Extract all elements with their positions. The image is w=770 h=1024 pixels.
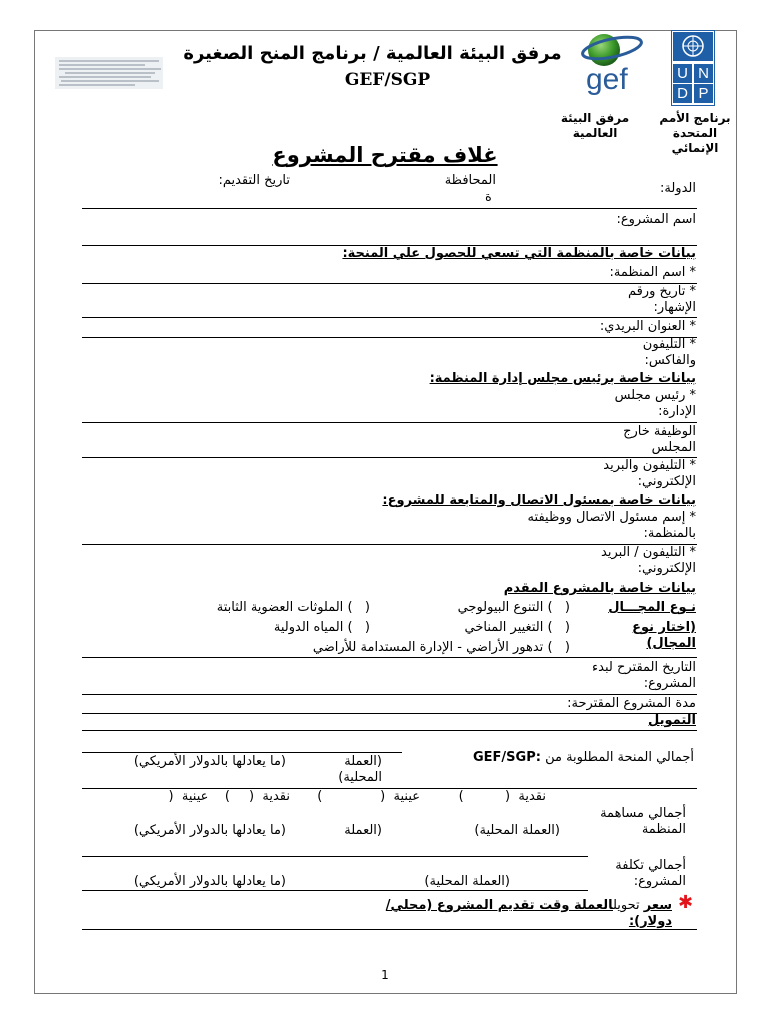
- option-pops-label: الملوثات العضوية الثابتة: [216, 600, 344, 615]
- cash-field[interactable]: ( ): [458, 789, 515, 804]
- row-line: [82, 856, 588, 857]
- section-contact: بيانات خاصة بمسئول الاتصال والمتابعة للمشروع:: [382, 493, 696, 508]
- org-phone-label: * التليفون والفاكس:: [642, 337, 696, 368]
- project-total-label: أجمالي تكلفة المشروع:: [615, 858, 686, 889]
- undp-logo: [671, 30, 715, 106]
- total-local: (العملة المحلية): [424, 874, 510, 889]
- exchange-rate-row: [360, 898, 672, 930]
- grant-total-row: [406, 750, 694, 766]
- undp-letter-p: P: [694, 84, 713, 103]
- chair-phone-label: * التليفون والبريد الإلكتروني:: [603, 458, 696, 489]
- contribution-local-1: (العملة: [344, 823, 382, 838]
- row-line: [82, 657, 697, 658]
- checkbox-waters[interactable]: ( ): [347, 620, 370, 635]
- checkbox-climate[interactable]: ( ): [547, 620, 570, 635]
- cash-field[interactable]: (: [236, 789, 259, 804]
- project-name-label: اسم المشروع:: [616, 212, 696, 227]
- row-line: [82, 337, 697, 338]
- exchange-rest: العملة وقت تقديم المشروع (محلي/دولار):: [385, 898, 672, 929]
- option-biodiversity: [370, 600, 570, 616]
- asterisk-icon: ✱: [678, 892, 694, 913]
- gef-logo: [582, 28, 646, 106]
- org-contribution-label: أجمالي مساهمة المنظمة: [600, 806, 686, 837]
- country-label: الدولة:: [660, 181, 696, 196]
- contribution-local-2: (العملة المحلية): [474, 823, 560, 838]
- form-heading: غلاف مقترح المشروع: [272, 143, 498, 167]
- option-waters: [240, 620, 370, 636]
- undp-letter-n: N: [694, 64, 713, 83]
- checkbox-biodiversity[interactable]: ( ): [547, 600, 570, 615]
- row-line: [82, 929, 697, 930]
- row-line: [82, 317, 697, 318]
- row-line: [82, 730, 697, 731]
- total-usd: (ما يعادلها بالدولار الأمريكي): [133, 874, 286, 889]
- header-title-en: GEF/SGP: [344, 70, 431, 90]
- option-climate: [370, 620, 570, 636]
- grant-total-label: أجمالي المنحة المطلوبة من: [545, 750, 694, 765]
- option-waters-label: المياه الدولية: [273, 620, 344, 635]
- choose-area-label: (اختار نوع المجال): [632, 620, 696, 651]
- option-climate-label: التغيير المناخي: [464, 620, 544, 635]
- row-line: [82, 208, 697, 209]
- row-line: [82, 422, 697, 423]
- grant-usd: (ما يعادلها بالدولار الأمريكي): [133, 754, 286, 769]
- org-reg-label: * تاريخ ورقم الإشهار:: [627, 284, 696, 315]
- contact-phone-label: * التليفون / البريد الإلكتروني:: [601, 545, 696, 576]
- option-biodiversity-label: التنوع البيولوجي: [457, 600, 544, 615]
- section-chair: بيانات خاصة برئيس مجلس إدارة المنظمة:: [429, 371, 696, 386]
- inkind-label: عينية: [181, 789, 209, 804]
- row-line: [82, 694, 697, 695]
- org-name-label: * اسم المنظمة:: [609, 265, 696, 280]
- inkind-option-1: [290, 789, 420, 805]
- cash-option-1: [444, 789, 546, 805]
- page-number: 1: [381, 968, 389, 982]
- checkbox-pops[interactable]: ( ): [347, 600, 370, 615]
- option-land: [210, 640, 570, 656]
- contact-name-label: * إسم مسئول الاتصال ووظيفته بالمنظمة:: [527, 510, 696, 541]
- area-type-label: نـوع المجـــال: [608, 600, 696, 615]
- governorate-label-suffix: ة: [485, 190, 492, 205]
- row-line: [82, 890, 588, 891]
- gef-caption: مرفق البيئة العالمية: [560, 111, 630, 140]
- inkind-label: عينية: [393, 789, 420, 804]
- inkind-field[interactable]: ( ): [317, 789, 390, 804]
- exchange-prefix: سعر: [643, 898, 672, 913]
- section-finance: التمويل: [648, 713, 696, 728]
- contribution-usd: (ما يعادلها بالدولار الأمريكي): [133, 823, 286, 838]
- cash-option-2: [230, 789, 290, 805]
- section-project: بيانات خاصة بالمشروع المقدم: [503, 581, 696, 596]
- option-land-label: تدهور الأراضي - الإدارة المستدامة للأراضي: [312, 640, 544, 655]
- stamp-image: [55, 55, 165, 91]
- header-title-ar: مرفق البيئة العالمية / برنامج المنح الصغيرة: [183, 43, 562, 64]
- grant-local: (العملة المحلية): [338, 754, 382, 785]
- blank-line: [82, 752, 402, 753]
- governorate-label: المحافظة: [444, 173, 496, 188]
- option-pops: [180, 600, 370, 616]
- gef-logo-text: gef: [586, 63, 628, 96]
- cash-label: نقدية: [262, 789, 290, 804]
- start-date-label: التاريخ المقترح لبدء المشروع:: [592, 660, 696, 691]
- chair-name-label: * رئيس مجلس الإدارة:: [614, 388, 696, 419]
- cash-label: نقدية: [518, 789, 546, 804]
- inkind-field[interactable]: ): [212, 789, 230, 804]
- duration-label: مدة المشروع المقترحة:: [567, 696, 696, 711]
- org-address-label: * العنوان البريدي:: [599, 319, 696, 334]
- checkbox-land[interactable]: ( ): [547, 640, 570, 655]
- undp-caption: برنامج الأمم المتحدة الإنمائي: [659, 111, 731, 155]
- date-label: تاريخ التقديم:: [218, 173, 290, 188]
- chair-job-label: الوظيفة خارج المجلس: [623, 424, 696, 455]
- undp-letter-d: D: [673, 84, 692, 103]
- exchange-plain: تحويل: [612, 898, 640, 913]
- gef-sgp-label: GEF/SGP:: [472, 750, 541, 765]
- undp-letter-u: U: [673, 64, 692, 83]
- un-emblem: [673, 32, 713, 61]
- inkind-option-2: ) عينية (: [168, 789, 230, 804]
- section-org: بيانات خاصة بالمنظمة التي تسعي للحصول علي المنحة:: [342, 246, 696, 261]
